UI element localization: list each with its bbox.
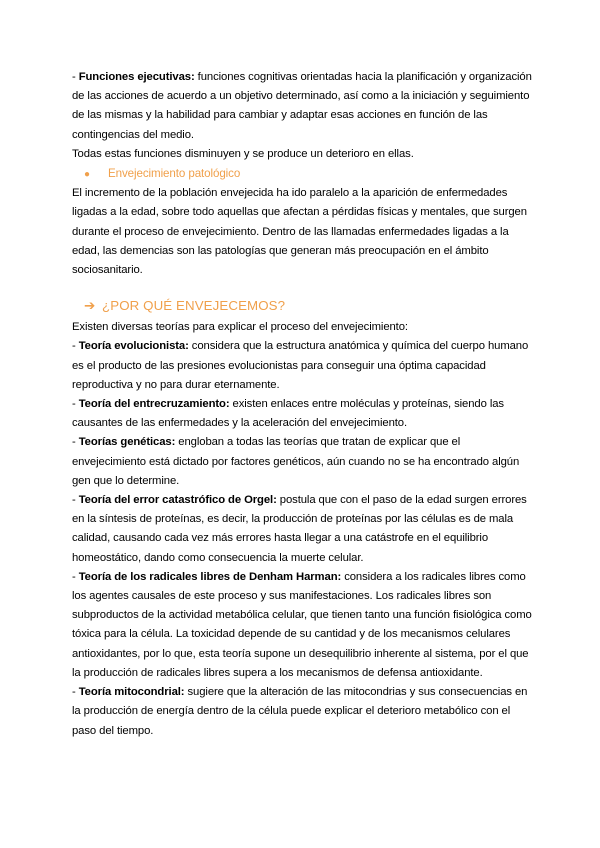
definition-text: postula que con el paso de la edad surgen errores en la síntesis de proteínas, es decir, la producción de proteínas por las células es de mala calidad, causando cada vez más errores hasta llegar a una catástrofe en el equilibrio homeostático, dando como consecuencia la muerte celular. <box>72 494 527 564</box>
list-item <box>72 433 534 491</box>
list-item <box>72 337 534 395</box>
subheading-envejecimiento-patologico <box>72 164 534 184</box>
list-dash: - <box>72 570 79 583</box>
term-teoria-evolucionista: Teoría evolucionista: <box>78 340 189 353</box>
list-dash: - <box>72 398 79 411</box>
paragraph-summary: Todas estas funciones disminuyen y se produce un deterioro en ellas. <box>72 147 414 160</box>
list-item <box>72 568 534 683</box>
list-dash: - <box>72 340 79 353</box>
paragraph-funciones-ejecutivas <box>72 68 534 145</box>
list-item <box>72 683 534 741</box>
term-funciones-ejecutivas: Funciones ejecutivas: <box>78 71 195 83</box>
list-dash: - <box>72 686 79 699</box>
list-dash: - <box>72 71 79 83</box>
term-teorias-geneticas: Teorías genéticas: <box>78 436 176 449</box>
definition-text: existen enlaces entre moléculas y proteínas, siendo las causantes de las enfermedades y la aceleración del envejecimiento. <box>72 398 504 430</box>
term-teoria-mitocondrial: Teoría mitocondrial: <box>78 686 185 699</box>
paragraph-intro: Existen diversas teorías para explicar el proceso del envejecimiento: <box>72 321 408 334</box>
definition-funciones-ejecutivas: funciones cognitivas orientadas hacia la planificación y organización de las acciones de acuerdo a un objetivo determinado, así como a la iniciación y seguimiento de las mismas y la habilidad para cambiar y adaptar esas acciones en función de las contingencias del medio. <box>72 71 532 141</box>
definition-text: sugiere que la alteración de las mitocondrias y sus consecuencias en la producción de energía dentro de la célula puede explicar el deterioro metabólico con el paso del tiempo. <box>72 686 528 737</box>
heading-por-que-envejecemos <box>72 296 534 316</box>
paragraph-envejecimiento-patologico: El incremento de la población envejecida ha ido paralelo a la aparición de enfermedades ligadas a la edad, sobre todo aquellas que afectan a pérdidas físicas y mentales, que surgen durante el proceso de envejecimiento. Dentro de las llamadas enfermedades ligadas a la edad, las demencias son las patologías que generan más preocupación en el ámbito sociosanitario. <box>72 187 527 277</box>
bullet-icon: ● <box>84 169 90 181</box>
definition-text: engloban a todas las teorías que tratan de explicar que el envejecimiento está dictado por factores genéticos, aún cuando no se ha encontrado algún gen que lo determine. <box>72 436 520 487</box>
heading-title: ¿POR QUÉ ENVEJECEMOS? <box>102 298 286 314</box>
subheading-title: Envejecimiento patológico <box>108 167 241 181</box>
document-page <box>72 68 534 741</box>
term-teoria-radicales-libres: Teoría de los radicales libres de Denham Harman: <box>78 570 342 583</box>
definition-text: considera que la estructura anatómica y química del cuerpo humano es el producto de las presiones evolucionistas para conseguir una óptima capacidad reproductiva y no para durar eternamente. <box>72 340 529 391</box>
term-teoria-entrecruzamiento: Teoría del entrecruzamiento: <box>78 398 230 411</box>
term-teoria-error-catastrofico: Teoría del error catastrófico de Orgel: <box>78 494 277 507</box>
arrow-right-icon: ➔ <box>84 298 96 314</box>
list-item <box>72 395 534 433</box>
list-dash: - <box>72 436 79 449</box>
list-item <box>72 491 534 568</box>
definition-text: considera a los radicales libres como los agentes causales de este proceso y sus manifestaciones. Los radicales libres son subproductos de la actividad metabólica celular, que tienen tanto una función fisiológica como tóxica para la célula. La toxicidad depende de su cantidad y de los mecanismos celulares antioxidantes, por lo que, esta teoría supone un desequilibrio inherente al sistema, por el que la producción de radicales libres supera a los mecanismos de defensa antioxidante. <box>72 570 532 679</box>
list-dash: - <box>72 494 79 507</box>
